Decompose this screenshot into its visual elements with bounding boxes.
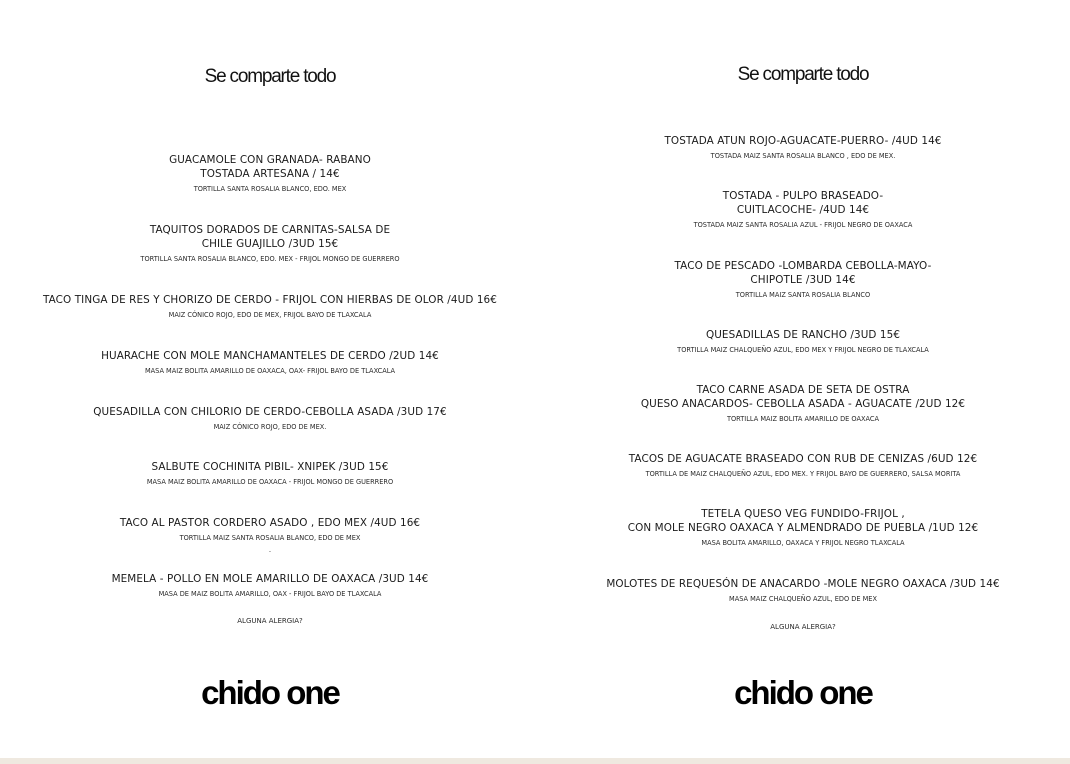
menu-item xyxy=(533,328,1070,355)
dish-ingredients: TOSTADA MAIZ SANTA ROSALIA AZUL - FRIJOL NEGRO DE OAXACA xyxy=(693,221,913,229)
dish-ingredients: MASA DE MAIZ BOLITA AMARILLO, OAX - FRIJOL BAYO DE TLAXCALA xyxy=(158,590,382,598)
menu-item xyxy=(533,577,1070,604)
menu-item xyxy=(0,223,540,264)
menu-item xyxy=(0,405,540,432)
menu-item xyxy=(533,134,1070,161)
allergy-note: ALGUNA ALERGIA? xyxy=(770,623,836,631)
dish-ingredients: TOSTADA MAIZ SANTA ROSALIA BLANCO , EDO DE MEX. xyxy=(710,152,896,160)
dish-ingredients: MASA MAIZ BOLITA AMARILLO DE OAXACA - FRIJOL MONGO DE GUERRERO xyxy=(146,478,394,486)
dish-name: QUESADILLAS DE RANCHO /3UD 15€ xyxy=(705,329,901,341)
dish-name: TACO AL PASTOR CORDERO ASADO , EDO MEX /4UD 16€ xyxy=(119,517,421,529)
dish-ingredients: TORTILLA MAIZ CHALQUEÑO AZUL, EDO MEX Y FRIJOL NEGRO DE TLAXCALA xyxy=(677,346,929,354)
dish-ingredients: TORTILLA SANTA ROSALIA BLANCO, EDO. MEX - FRIJOL MONGO DE GUERRERO xyxy=(140,255,400,263)
menu-heading: Se comparte todo xyxy=(204,66,336,87)
brand-logo: chido one xyxy=(201,674,339,711)
dish-ingredients: MAIZ CÓNICO ROJO, EDO DE MEX. xyxy=(213,423,327,431)
menu-item xyxy=(0,572,540,599)
menu-item xyxy=(533,189,1070,230)
menu-item xyxy=(533,259,1070,300)
dish-ingredients: MASA MAIZ CHALQUEÑO AZUL, EDO DE MEX xyxy=(729,595,877,603)
dish-name: TACO DE PESCADO -LOMBARDA CEBOLLA-MAYO- CHIPOTLE /3UD 14€ xyxy=(674,260,932,286)
dish-ingredients: TORTILLA MAIZ SANTA ROSALIA BLANCO, EDO DE MEX xyxy=(179,534,361,542)
menu-heading: Se comparte todo xyxy=(737,64,869,85)
dish-name: SALBUTE COCHINITA PIBIL- XNIPEK /3UD 15€ xyxy=(151,461,389,473)
dish-ingredients: MASA MAIZ BOLITA AMARILLO DE OAXACA, OAX- FRIJOL BAYO DE TLAXCALA xyxy=(144,367,396,375)
menu-item xyxy=(533,383,1070,424)
dish-name: TAQUITOS DORADOS DE CARNITAS-SALSA DE CHILE GUAJILLO /3UD 15€ xyxy=(149,224,391,250)
dish-name: MOLOTES DE REQUESÓN DE ANACARDO -MOLE NEGRO OAXACA /3UD 14€ xyxy=(606,578,1000,590)
dish-ingredients: TORTILLA SANTA ROSALIA BLANCO, EDO. MEX xyxy=(193,185,347,193)
dish-ingredients: MAIZ CÓNICO ROJO, EDO DE MEX, FRIJOL BAYO DE TLAXCALA xyxy=(168,311,372,319)
allergy-note: ALGUNA ALERGIA? xyxy=(237,617,303,625)
dish-name: GUACAMOLE CON GRANADA- RABANO TOSTADA ARTESANA / 14€ xyxy=(169,154,371,180)
menu-item xyxy=(533,452,1070,479)
menu-page-right xyxy=(533,0,1070,758)
dish-name: TOSTADA - PULPO BRASEADO- CUITLACOCHE- /4UD 14€ xyxy=(722,190,884,216)
menu-item xyxy=(0,516,540,543)
menu-item xyxy=(0,460,540,487)
dish-name: MEMELA - POLLO EN MOLE AMARILLO DE OAXACA /3UD 14€ xyxy=(111,573,429,585)
dish-ingredients: TORTILLA DE MAIZ CHALQUEÑO AZUL, EDO MEX. Y FRIJOL BAYO DE GUERRERO, SALSA MORITA xyxy=(645,470,961,478)
brand-logo: chido one xyxy=(734,674,872,711)
dish-name: TACO TINGA DE RES Y CHORIZO DE CERDO - FRIJOL CON HIERBAS DE OLOR /4UD 16€ xyxy=(43,294,497,306)
dish-name: TETELA QUESO VEG FUNDIDO-FRIJOL , CON MOLE NEGRO OAXACA Y ALMENDRADO DE PUEBLA /1UD 12€ xyxy=(627,508,979,534)
menu-item xyxy=(533,507,1070,548)
dish-name: TACO CARNE ASADA DE SETA DE OSTRA QUESO ANACARDOS- CEBOLLA ASADA - AGUACATE /2UD 12€ xyxy=(640,384,966,410)
dish-name: QUESADILLA CON CHILORIO DE CERDO-CEBOLLA ASADA /3UD 17€ xyxy=(93,406,447,418)
dish-name: TOSTADA ATUN ROJO-AGUACATE-PUERRO- /4UD 14€ xyxy=(664,135,942,147)
dish-name: HUARACHE CON MOLE MANCHAMANTELES DE CERDO /2UD 14€ xyxy=(101,350,439,362)
menu-item xyxy=(0,153,540,194)
dish-ingredients: MASA BOLITA AMARILLO, OAXACA Y FRIJOL NEGRO TLAXCALA xyxy=(701,539,905,547)
dish-name: TACOS DE AGUACATE BRASEADO CON RUB DE CENIZAS /6UD 12€ xyxy=(628,453,978,465)
stray-dot: . xyxy=(268,546,272,554)
menu-item xyxy=(0,349,540,376)
dish-ingredients: TORTILLA MAIZ SANTA ROSALIA BLANCO xyxy=(735,291,871,299)
page-bottom-strip xyxy=(0,758,1070,764)
menu-item xyxy=(0,293,540,320)
dish-ingredients: TORTILLA MAIZ BOLITA AMARILLO DE OAXACA xyxy=(726,415,880,423)
